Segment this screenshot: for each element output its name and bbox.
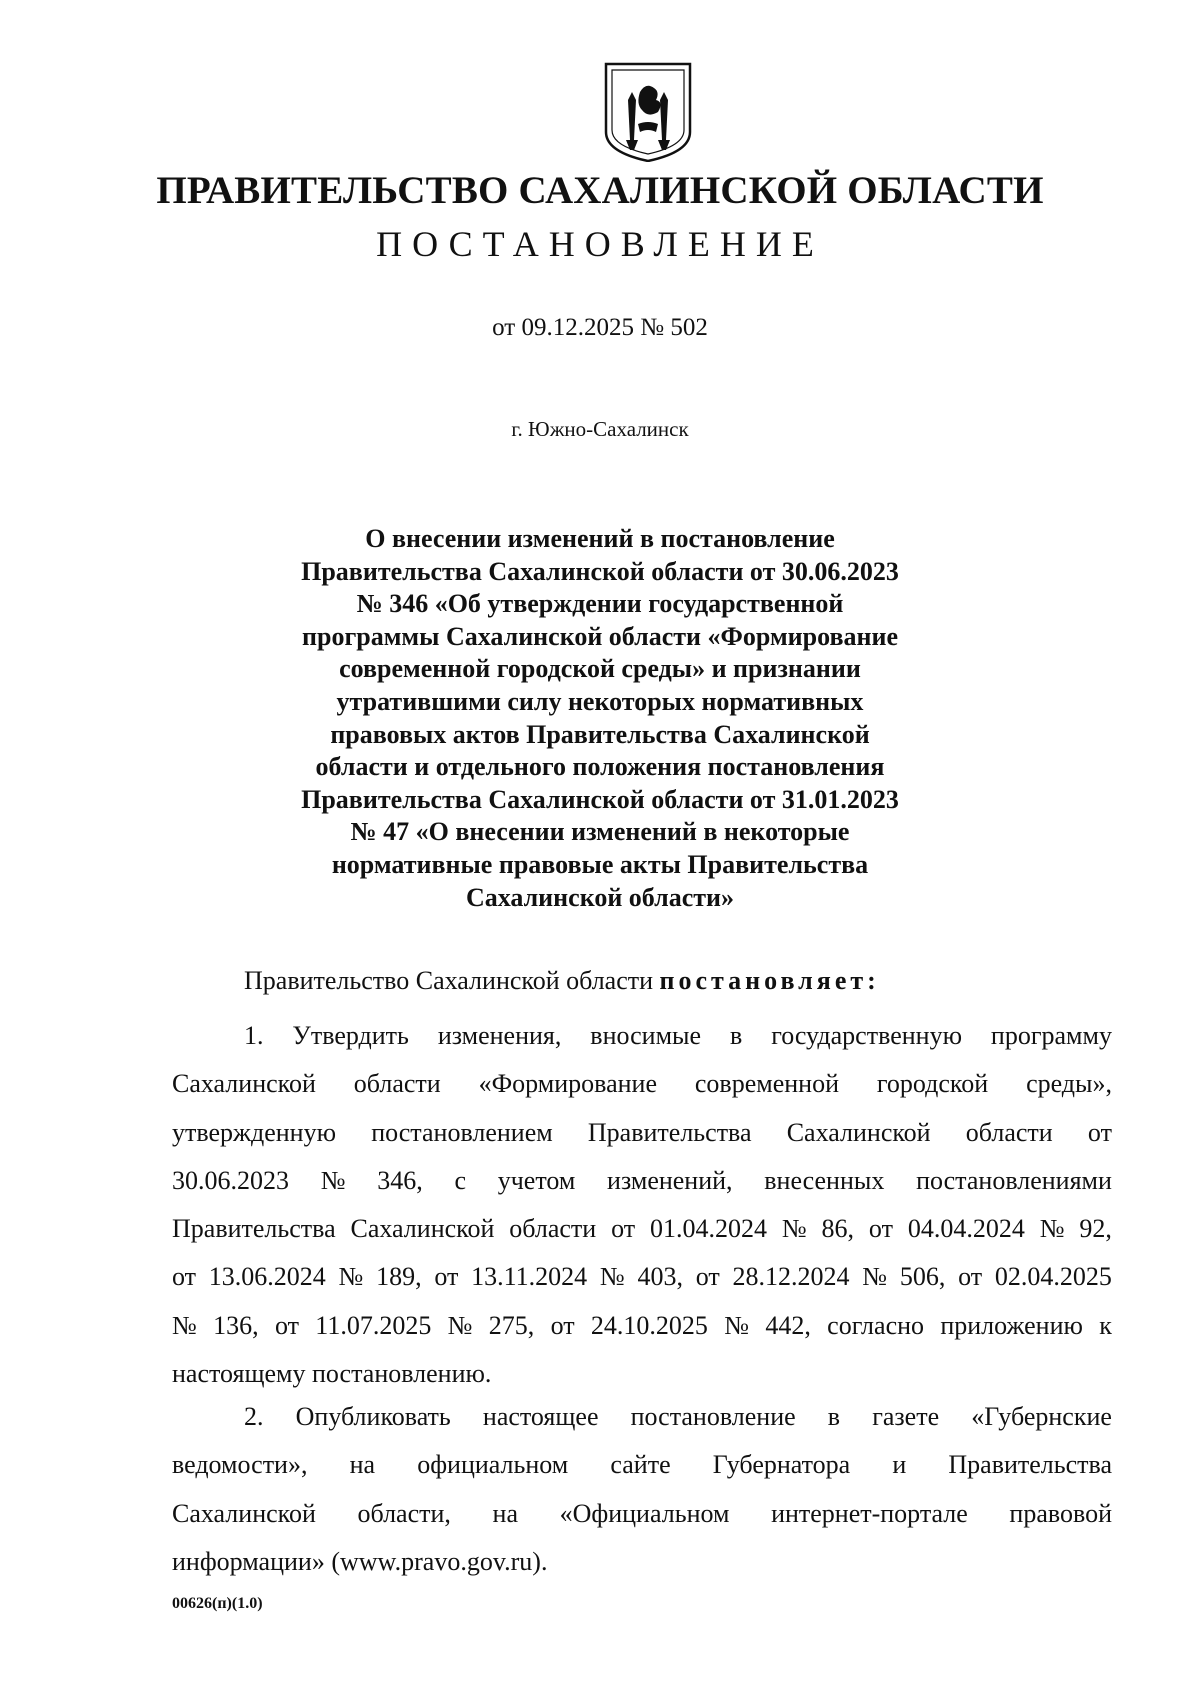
word: области,	[357, 1498, 451, 1528]
paragraph-line	[172, 1012, 1112, 1060]
title-line: Сахалинской области»	[465, 882, 735, 912]
word: интернет-портале	[771, 1498, 968, 1528]
title-line: утратившими силу некоторых нормативных	[336, 686, 864, 716]
word: изменения,	[437, 1021, 562, 1050]
word: «Формирование	[478, 1069, 657, 1099]
word: 403,	[637, 1262, 683, 1292]
word: постановлением	[371, 1117, 553, 1147]
word: 24.10.2025	[590, 1310, 708, 1340]
word: от	[958, 1262, 983, 1292]
word: №	[724, 1310, 750, 1340]
title-line: № 346 «Об утверждении государственной	[356, 589, 844, 619]
title-line: № 47 «О внесении изменений в некоторые	[350, 817, 850, 847]
word: №	[447, 1310, 473, 1340]
word: Правительства	[587, 1117, 752, 1147]
word: приложению	[940, 1310, 1083, 1340]
word: постановление	[630, 1402, 796, 1431]
word: и	[892, 1450, 907, 1480]
word: Правительства	[172, 1214, 336, 1244]
word: №	[781, 1214, 807, 1244]
form-code: 00626(п)(1.0)	[172, 1595, 263, 1612]
title-line: Правительства Сахалинской области от 31.01.2023	[301, 784, 899, 814]
word: современной	[694, 1069, 839, 1099]
word: 13.11.2024	[471, 1262, 588, 1292]
title-line: О внесении изменений в постановление	[365, 524, 835, 553]
word: от	[434, 1262, 459, 1292]
word: 30.06.2023	[172, 1165, 289, 1195]
preamble-verb: постановляет:	[659, 966, 880, 995]
word: в	[827, 1402, 841, 1431]
word: Опубликовать	[295, 1402, 451, 1431]
word: Утвердить	[292, 1021, 409, 1050]
paragraph-line	[172, 1441, 1112, 1489]
title-line: области и отдельного положения постановления	[315, 752, 885, 782]
word: городской	[876, 1069, 989, 1099]
word: Правительства	[948, 1450, 1112, 1480]
title-line: правовых актов Правительства Сахалинской	[330, 719, 870, 749]
word: Сахалинской	[172, 1498, 316, 1528]
paragraph-line	[172, 1302, 1112, 1350]
word: 11.07.2025	[315, 1310, 432, 1340]
word: Сахалинской	[350, 1214, 495, 1244]
word: Сахалинской	[172, 1069, 316, 1099]
date-number-line	[0, 314, 1200, 342]
word: 2.	[244, 1402, 264, 1431]
document-type: ПОСТАНОВЛЕНИЕ	[376, 224, 824, 264]
word: 28.12.2024	[732, 1262, 850, 1292]
title-line: современной городской среды» и признании	[339, 654, 861, 684]
word: 189,	[376, 1262, 422, 1292]
word: 275,	[488, 1310, 535, 1340]
paragraph-line	[172, 1253, 1112, 1301]
word: области	[965, 1117, 1053, 1147]
word: от	[172, 1262, 197, 1292]
word: от	[868, 1214, 893, 1244]
word: программу	[990, 1021, 1112, 1050]
word: изменений,	[607, 1165, 733, 1195]
organization-name: ПРАВИТЕЛЬСТВО САХАЛИНСКОЙ ОБЛАСТИ	[156, 169, 1044, 212]
title-line: программы Сахалинской области «Формирование	[302, 621, 898, 651]
paragraph-line	[172, 1109, 1112, 1157]
word: 86,	[821, 1214, 855, 1244]
word: газете	[872, 1402, 940, 1431]
word: утвержденную	[172, 1117, 337, 1147]
word: области	[353, 1069, 441, 1099]
word: №	[599, 1262, 625, 1292]
word: внесенных	[764, 1165, 885, 1195]
paragraph-line	[172, 1490, 1112, 1538]
word: 13.06.2024	[208, 1262, 326, 1292]
word: от	[1087, 1117, 1112, 1147]
word: №	[320, 1165, 346, 1195]
paragraph-2	[172, 1393, 1112, 1586]
word: от	[611, 1214, 636, 1244]
paragraph-line	[172, 1157, 1112, 1205]
word: официальном	[417, 1450, 569, 1480]
word: №	[338, 1262, 364, 1292]
word: с	[454, 1165, 467, 1195]
word: 136,	[213, 1310, 259, 1340]
word: 04.04.2024	[907, 1214, 1025, 1244]
word: №	[1039, 1214, 1065, 1244]
word: сайте	[610, 1450, 671, 1480]
word: «Официальном	[559, 1498, 730, 1528]
word: 506,	[899, 1262, 946, 1292]
word: 02.04.2025	[994, 1262, 1112, 1292]
word: от	[274, 1310, 299, 1340]
paragraph-line	[172, 1060, 1112, 1108]
paragraph-line	[172, 1393, 1112, 1441]
word: постановлениями	[916, 1165, 1112, 1195]
word: от	[695, 1262, 720, 1292]
word: 1.	[244, 1021, 264, 1050]
word: области	[509, 1214, 597, 1244]
word: «Губернские	[971, 1402, 1112, 1431]
word: от	[550, 1310, 575, 1340]
word: 346,	[377, 1165, 423, 1195]
word: согласно	[827, 1310, 925, 1340]
word: к	[1099, 1310, 1112, 1340]
word: государственную	[771, 1021, 962, 1050]
number-prefix: №	[640, 314, 665, 341]
preamble-text: Правительство Сахалинской области	[244, 966, 654, 995]
word: 92,	[1079, 1214, 1112, 1244]
word: Сахалинской	[786, 1117, 931, 1147]
paragraph-line: настоящему постановлению.	[172, 1359, 492, 1389]
document-title	[200, 523, 1000, 914]
word: №	[862, 1262, 888, 1292]
word: ведомости»,	[172, 1450, 308, 1480]
date-prefix: от	[492, 314, 516, 341]
paragraph-line	[172, 1205, 1112, 1253]
word: 01.04.2024	[649, 1214, 767, 1244]
word: учетом	[497, 1165, 576, 1195]
word: вносимые	[590, 1021, 702, 1050]
preamble	[244, 966, 880, 996]
word: среды»,	[1026, 1069, 1112, 1099]
city: г. Южно-Сахалинск	[511, 417, 689, 441]
word: настоящее	[482, 1402, 599, 1431]
word: Губернатора	[712, 1450, 851, 1480]
word: на	[349, 1450, 376, 1480]
title-line: Правительства Сахалинской области от 30.06.2023	[301, 556, 899, 586]
word: №	[172, 1310, 197, 1340]
paragraph-line: информации» (www.pravo.gov.ru).	[172, 1546, 548, 1576]
word: в	[729, 1021, 743, 1050]
title-line: нормативные правовые акты Правительства	[331, 849, 869, 879]
document-date: 09.12.2025	[521, 314, 634, 341]
word: на	[492, 1498, 518, 1528]
word: правовой	[1009, 1498, 1112, 1528]
document-number: 502	[670, 314, 708, 341]
paragraph-1	[172, 1012, 1112, 1398]
coat-of-arms-icon	[598, 62, 698, 162]
word: 442,	[765, 1310, 811, 1340]
